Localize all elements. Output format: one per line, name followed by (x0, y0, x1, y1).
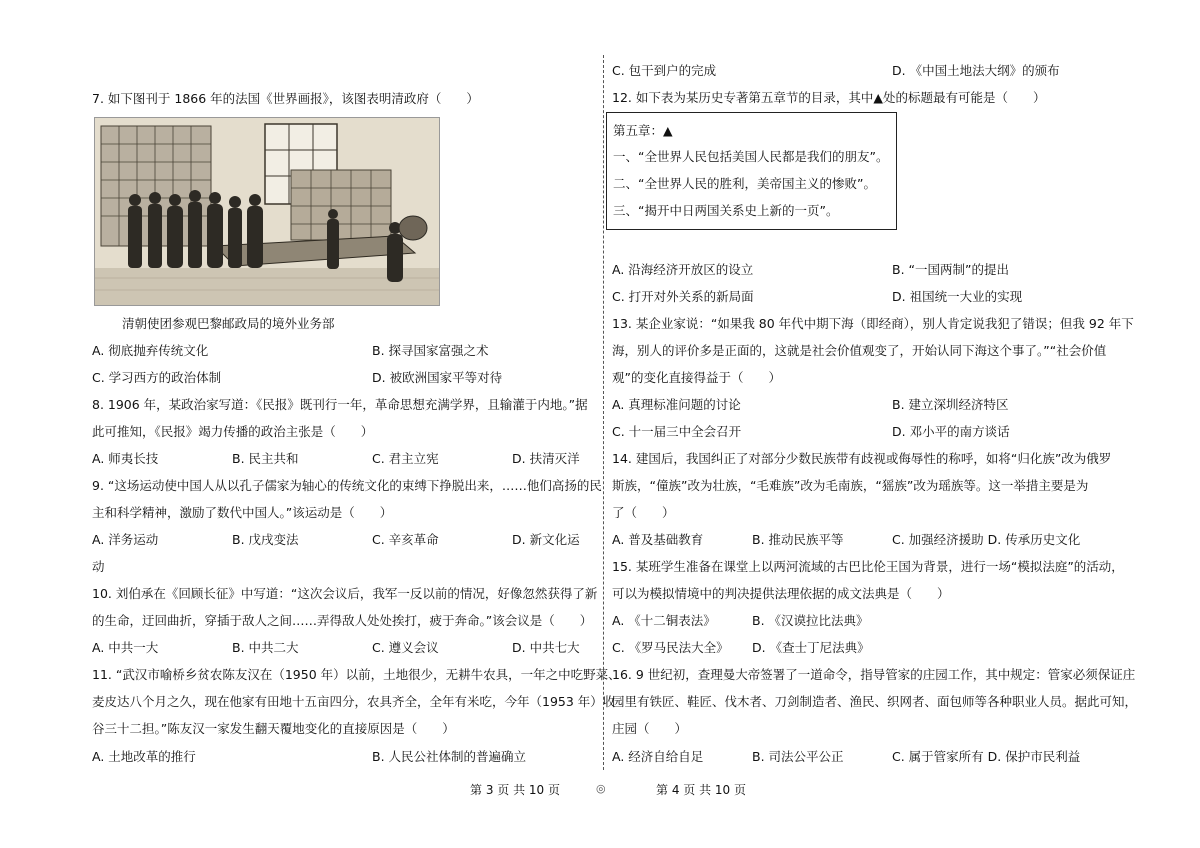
q13-stem-line2: 海，别人的评价多是正面的，这就是社会价值观变了，开始认同下海这个事了。”“社会价值 (612, 343, 1107, 358)
q14-option-b: B. 推动民族平等 (752, 532, 844, 547)
q15-option-c: C. 《罗马民法大全》 (612, 640, 729, 655)
q10-option-c: C. 遵义会议 (372, 640, 439, 655)
q10-option-a: A. 中共一大 (92, 640, 159, 655)
column-divider (603, 55, 604, 770)
q12-stem: 12. 如下表为某历史专著第五章节的目录，其中▲处的标题最有可能是（ ） (612, 90, 1046, 105)
q12-option-d: D. 祖国统一大业的实现 (892, 289, 1023, 304)
q8-option-b: B. 民主共和 (232, 451, 299, 466)
q14-option-a: A. 普及基础教育 (612, 532, 704, 547)
q15-option-b: B. 《汉谟拉比法典》 (752, 613, 869, 628)
q11-stem-line2: 麦皮达八个月之久，现在他家有田地十五亩四分，农具齐全，全年有米吃，今年（1953 年）收 (92, 694, 616, 709)
q14-stem-line1: 14. 建国后，我国纠正了对部分少数民族带有歧视或侮辱性的称呼，如将“归化族”改为俄罗 (612, 451, 1112, 466)
q10-option-d: D. 中共七大 (512, 640, 580, 655)
page-number-left: 第 3 页 共 10 页 (470, 783, 560, 797)
q11-option-d: D. 《中国土地法大纲》的颁布 (892, 63, 1060, 78)
q16-option-b: B. 司法公平公正 (752, 749, 844, 764)
table-row: 二、“全世界人民的胜利，美帝国主义的惨败”。 (613, 176, 876, 191)
q10-stem-line1: 10. 刘伯承在《回顾长征》中写道：“这次会议后，我军一反以前的情况，好像忽然获得了新 (92, 586, 598, 601)
table-row: 第五章：▲ (613, 123, 673, 138)
q11-stem-line3: 谷三十二担。”陈友汉一家发生翻天覆地变化的直接原因是（ ） (92, 721, 455, 736)
q9-stem-line2: 主和科学精神，激励了数代中国人。”该运动是（ ） (92, 505, 393, 520)
q14-stem-line3: 了（ ） (612, 505, 675, 520)
q16-stem-line2: 园里有铁匠、鞋匠、伐木者、刀剑制造者、渔民、织网者、面包师等各种职业人员。据此可知， (612, 694, 1138, 709)
q11-stem-line1: 11. “武汉市喻桥乡贫农陈友汉在（1950 年）以前，土地很少，无耕牛农具，一年之中吃野菜、 (92, 667, 621, 682)
q8-option-a: A. 师夷长技 (92, 451, 159, 466)
q8-option-d: D. 扶清灭洋 (512, 451, 580, 466)
q15-option-a: A. 《十二铜表法》 (612, 613, 716, 628)
q9-option-d-wrap: 动 (92, 559, 105, 574)
q7-option-b: B. 探寻国家富强之术 (372, 343, 489, 358)
q7-stem: 7. 如下图刊于 1866 年的法国《世界画报》，该图表明清政府（ ） (92, 91, 479, 106)
q12-option-c: C. 打开对外关系的新局面 (612, 289, 754, 304)
table-row: 一、“全世界人民包括美国人民都是我们的朋友”。 (613, 149, 889, 164)
q13-stem-line3: 观”的变化直接得益于（ ） (612, 370, 781, 385)
q16-stem-line3: 庄园（ ） (612, 721, 688, 736)
q15-stem-line1: 15. 某班学生准备在课堂上以两河流域的古巴比伦王国为背景，进行一场“模拟法庭”的活动， (612, 559, 1124, 574)
q13-option-a: A. 真理标准问题的讨论 (612, 397, 741, 412)
q12-option-b: B. “一国两制”的提出 (892, 262, 1009, 277)
q15-stem-line2: 可以为模拟情境中的判决提供法理依据的成文法典是（ ） (612, 586, 950, 601)
q16-option-cd: C. 属于管家所有 D. 保护市民利益 (892, 749, 1081, 764)
q11-option-a: A. 土地改革的推行 (92, 749, 196, 764)
q8-option-c: C. 君主立宪 (372, 451, 439, 466)
q13-option-b: B. 建立深圳经济特区 (892, 397, 1009, 412)
q8-stem-line1: 8. 1906 年，某政治家写道：《民报》既刊行一年，革命思想充满学界，且输灌于内地。”据 (92, 397, 588, 412)
q10-option-b: B. 中共二大 (232, 640, 299, 655)
q16-stem-line1: 16. 9 世纪初，查理曼大帝签署了一道命令，指导管家的庄园工作，其中规定：管家必须保证庄 (612, 667, 1136, 682)
q7-option-c: C. 学习西方的政治体制 (92, 370, 222, 385)
q9-option-d: D. 新文化运 (512, 532, 580, 547)
q14-stem-line2: 斯族，“僮族”改为壮族，“毛难族”改为毛南族，“猺族”改为瑶族等。这一举措主要是为 (612, 478, 1089, 493)
figure-caption: 清朝使团参观巴黎邮政局的境外业务部 (122, 316, 335, 331)
q13-stem-line1: 13. 某企业家说：“如果我 80 年代中期下海（即经商），别人肯定说我犯了错误；但我 92 年下 (612, 316, 1134, 331)
chapter-contents-table (606, 112, 897, 230)
page-number-right: 第 4 页 共 10 页 (656, 783, 746, 797)
q9-option-c: C. 辛亥革命 (372, 532, 439, 547)
q9-stem-line1: 9. “这场运动使中国人从以孔子儒家为轴心的传统文化的束缚下挣脱出来，……他们高扬的民 (92, 478, 602, 493)
q13-option-d: D. 邓小平的南方谈话 (892, 424, 1010, 439)
q7-option-d: D. 被欧洲国家平等对待 (372, 370, 503, 385)
q13-option-c: C. 十一届三中全会召开 (612, 424, 742, 439)
circle-mark-icon: ◎ (596, 782, 606, 795)
q16-option-a: A. 经济自给自足 (612, 749, 704, 764)
table-row: 三、“揭开中日两国关系史上新的一页”。 (613, 203, 839, 218)
q12-option-a: A. 沿海经济开放区的设立 (612, 262, 754, 277)
q9-option-a: A. 洋务运动 (92, 532, 159, 547)
q9-option-b: B. 戊戌变法 (232, 532, 299, 547)
engraving-illustration (94, 117, 440, 306)
engraving-drawing (95, 118, 439, 305)
q15-option-d: D. 《查士丁尼法典》 (752, 640, 870, 655)
q7-option-a: A. 彻底抛弃传统文化 (92, 343, 209, 358)
q8-stem-line2: 此可推知，《民报》竭力传播的政治主张是（ ） (92, 424, 374, 439)
q14-option-cd: C. 加强经济援助 D. 传承历史文化 (892, 532, 1081, 547)
q11-option-b: B. 人民公社体制的普遍确立 (372, 749, 527, 764)
q10-stem-line2: 的生命，迂回曲折，穿插于敌人之间……弄得敌人处处挨打，疲于奔命。”该会议是（ ） (92, 613, 593, 628)
q11-option-c: C. 包干到户的完成 (612, 63, 717, 78)
